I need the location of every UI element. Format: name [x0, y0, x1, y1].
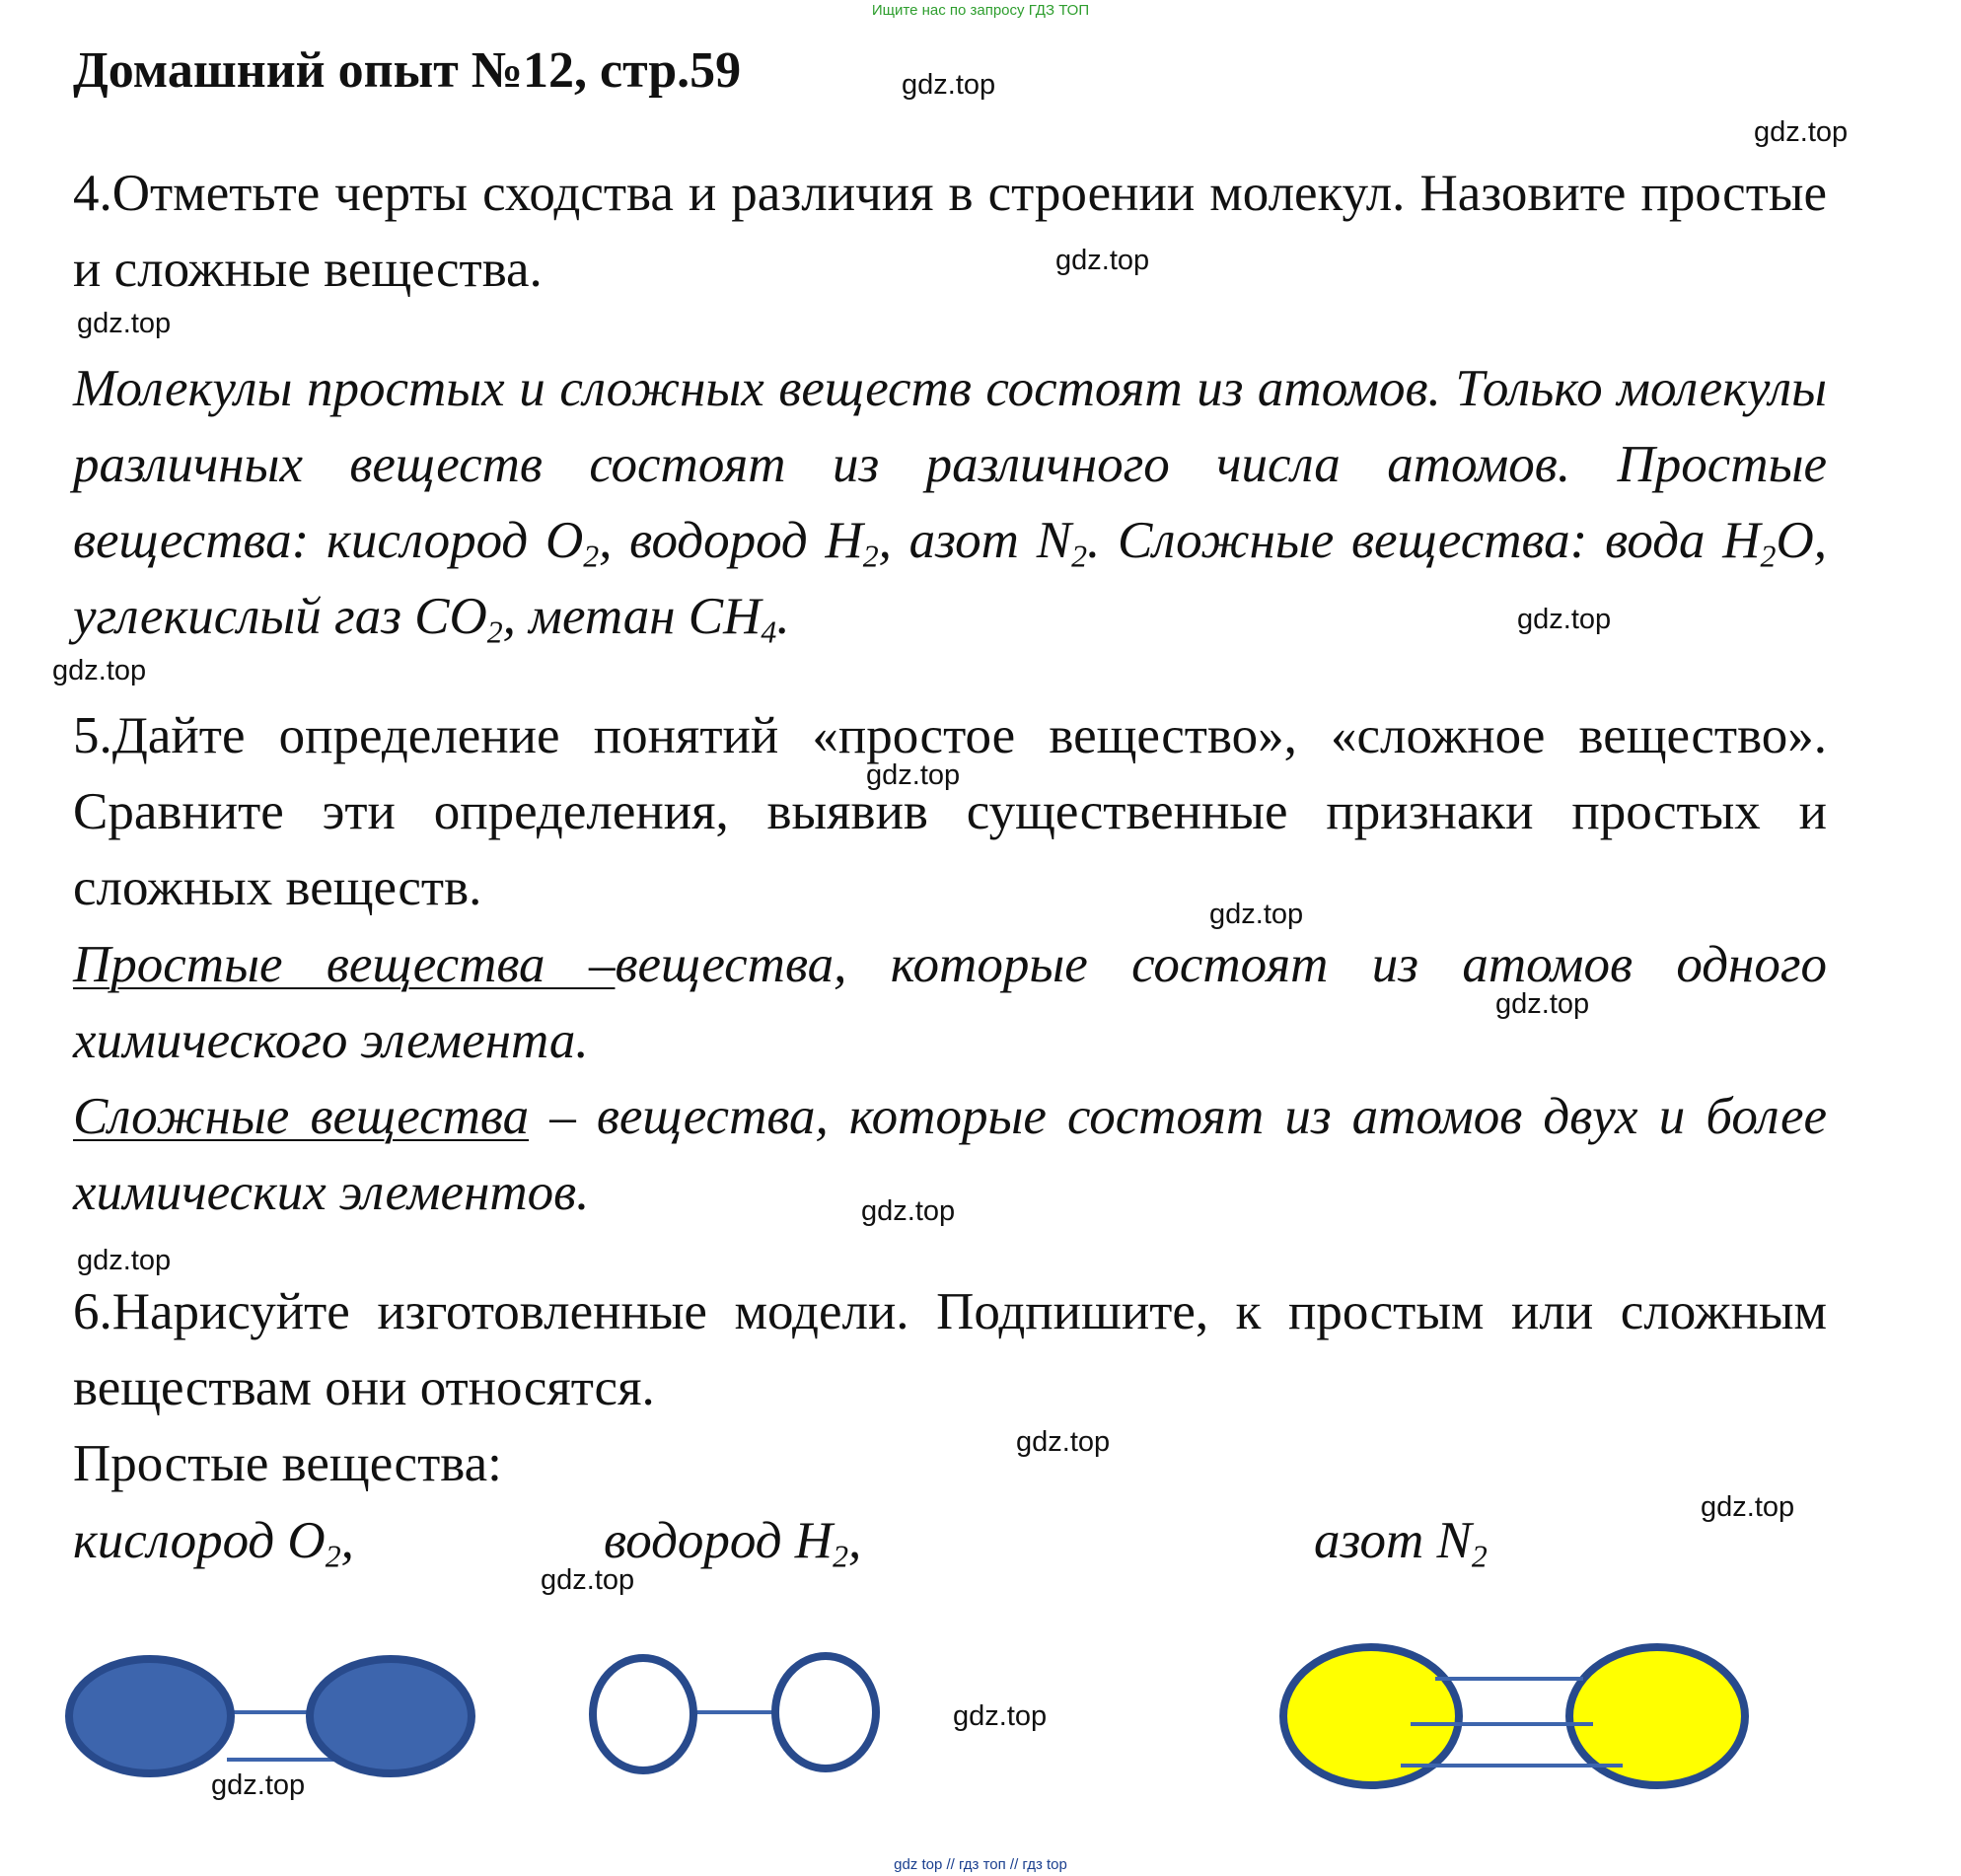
oxygen-atom: [69, 1659, 231, 1773]
watermark: gdz.top: [1701, 1491, 1795, 1523]
term-complex: Сложные вещества: [73, 1088, 530, 1145]
nitrogen-model: [1283, 1647, 1745, 1785]
watermark: gdz.top: [1016, 1426, 1111, 1458]
label-oxygen: кислород $O_2$,: [73, 1512, 354, 1574]
footer-watermark: gdz top // гдз топ // гдз top: [894, 1856, 1067, 1873]
watermark: gdz.top: [861, 1195, 956, 1227]
search-banner: Ищите нас по запросу ГДЗ ТОП: [871, 2, 1090, 19]
hydrogen-atom: [593, 1658, 693, 1770]
molecule-models: [0, 1618, 1961, 1795]
page-title: Домашний опыт №12, стр.59: [73, 42, 742, 99]
watermark: gdz.top: [902, 69, 996, 101]
watermark: gdz.top: [541, 1564, 635, 1596]
term-simple: Простые вещества –: [73, 936, 616, 993]
watermark: gdz.top: [1209, 899, 1304, 930]
question-4: 4.Отметьте черты сходства и различия в строении молекул. Назовите простые и сложные вещества.: [73, 165, 1827, 298]
definition-simple: Простые вещества –вещества, которые состоят из атомов одного химического элемента.: [73, 936, 1827, 1069]
oxygen-atom: [310, 1659, 472, 1773]
definition-complex: Сложные вещества – вещества, которые состоят из атомов двух и более химических элементов.: [73, 1088, 1827, 1221]
hydrogen-atom: [775, 1656, 876, 1768]
watermark: gdz.top: [953, 1700, 1048, 1732]
watermark: gdz.top: [1517, 604, 1612, 635]
subheading-simple: Простые вещества:: [73, 1435, 502, 1492]
oxygen-model: [69, 1659, 472, 1773]
hydrogen-model: [593, 1656, 876, 1770]
watermark: gdz.top: [1495, 988, 1590, 1020]
watermark: gdz.top: [1754, 116, 1849, 148]
watermark: gdz.top: [77, 308, 172, 339]
watermark: gdz.top: [866, 759, 961, 791]
question-5: 5.Дайте определение понятий «простое вещество», «сложное вещество». Сравните эти определения, выявив существенные признаки простых и сложных веществ.: [73, 707, 1827, 916]
watermark: gdz.top: [52, 655, 147, 686]
answer-4: Молекулы простых и сложных веществ состоят из атомов. Только молекулы различных веществ состоят из различного числа атомов. Простые вещества: кислород $O_2$, водород $H_2$, азот $N_2$. Сложные вещества: вода $H_2O$, углекислый газ $CO_2$, метан $CH_4$.: [73, 360, 1827, 650]
watermark: gdz.top: [77, 1245, 172, 1276]
watermark: gdz.top: [1055, 245, 1150, 276]
label-nitrogen: азот $N_2$: [1314, 1512, 1488, 1574]
question-6: 6.Нарисуйте изготовленные модели. Подпишите, к простым или сложным веществам они относятся.: [73, 1283, 1827, 1416]
watermark: gdz.top: [211, 1769, 306, 1801]
label-hydrogen: водород $H_2$,: [604, 1512, 862, 1574]
